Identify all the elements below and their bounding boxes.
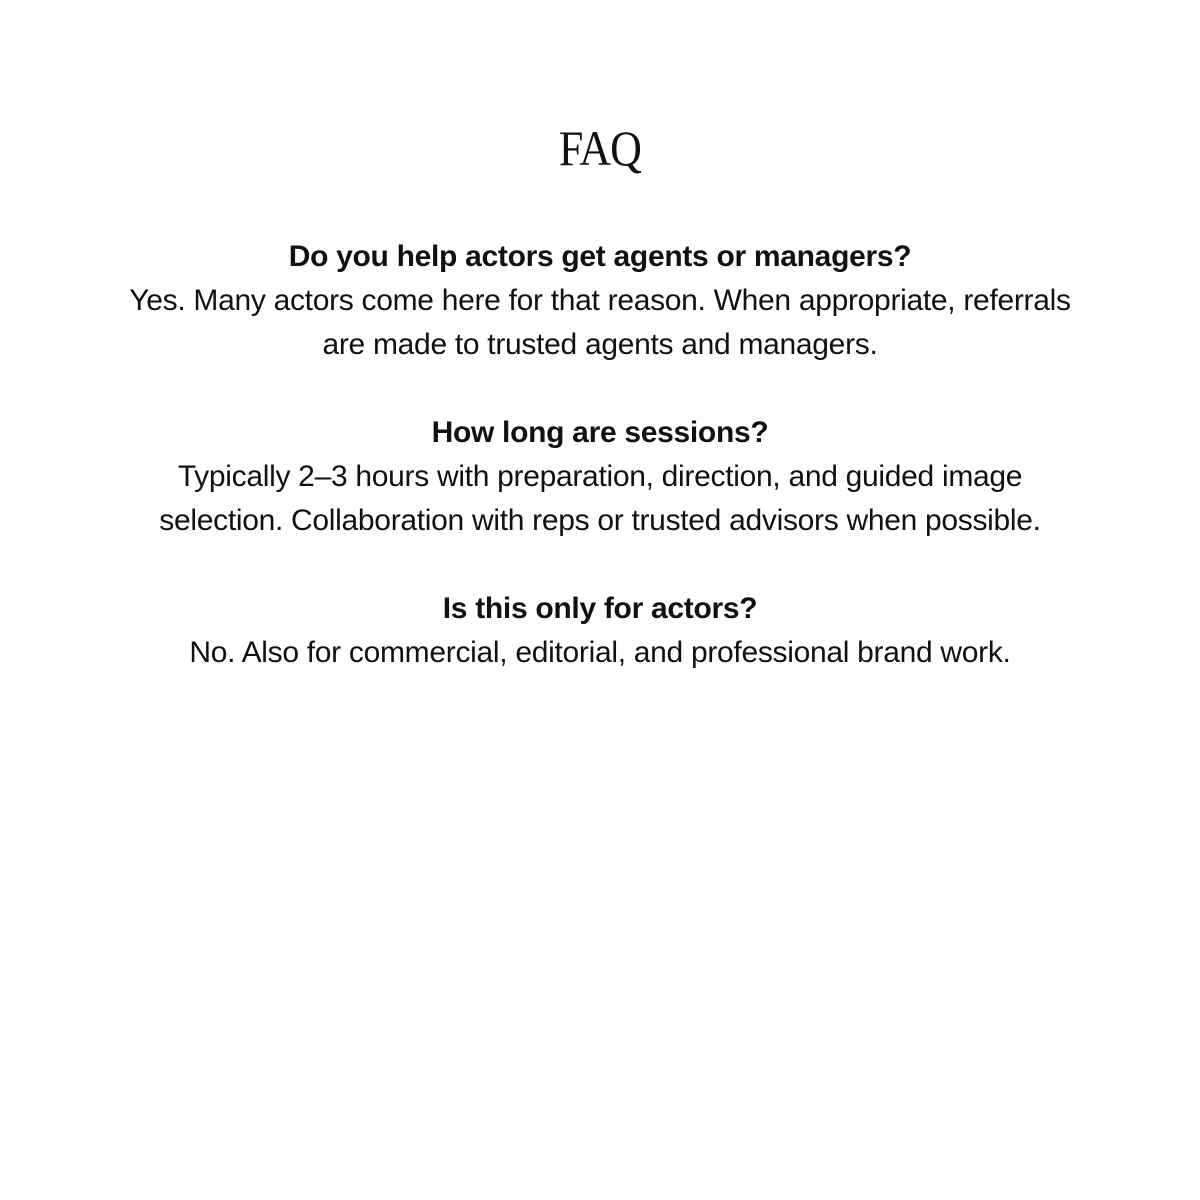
faq-answer: Yes. Many actors come here for that reason. When appropriate, referrals are made to trusted agents and managers. (129, 284, 1071, 361)
faq-question: How long are sessions? (431, 416, 769, 449)
faq-question: Is this only for actors? (442, 592, 758, 625)
faq-item (120, 587, 1080, 675)
faq-list (120, 235, 1080, 675)
faq-question: Do you help actors get agents or managers? (288, 240, 912, 273)
faq-item (120, 235, 1080, 367)
faq-title: FAQ (558, 120, 642, 176)
faq-answer: Typically 2–3 hours with preparation, direction, and guided image selection. Collaboration with reps or trusted advisors when possible. (159, 460, 1041, 537)
faq-answer: No. Also for commercial, editorial, and professional brand work. (189, 636, 1011, 669)
faq-item (120, 411, 1080, 543)
